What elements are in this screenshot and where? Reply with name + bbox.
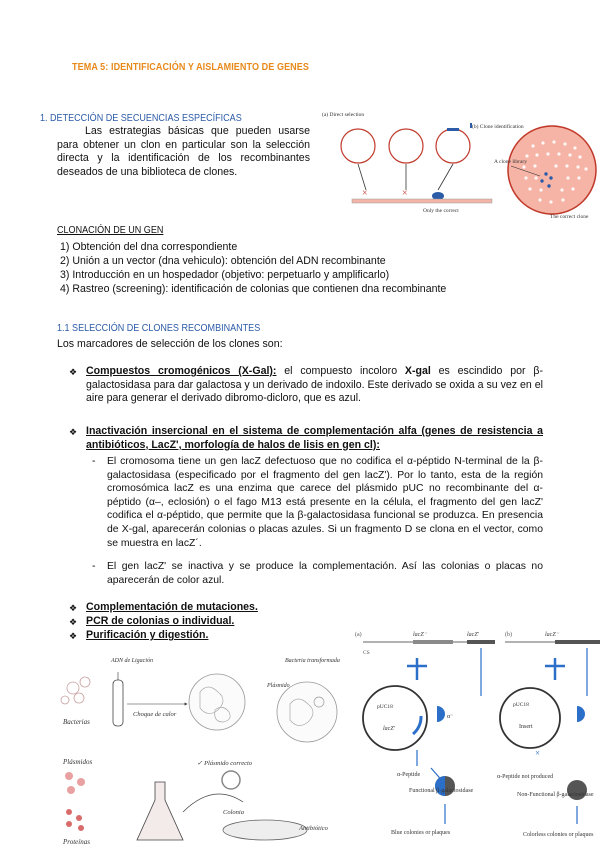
blue-colonies-label: Blue colonies or plaques	[391, 830, 451, 836]
bullet-insertional-title: Inactivación insercional en el sistema de complementación alfa (genes de resistencia a antibióticos, LacZ', morfología de halos de lisis en gen cl):	[86, 425, 543, 451]
plasmido-label: Plásmido	[267, 683, 290, 689]
bacterias-label: Bacterias	[63, 718, 90, 726]
cloning-step-3: 3) Introducción en un hospedador (objetivo: perpetuarlo y amplificarlo)	[60, 269, 390, 281]
bullet-pcr: PCR de colonias o individual.	[86, 615, 235, 627]
bullet-chromogenic-text-a: el compuesto incoloro	[276, 365, 405, 377]
alpha-label-a: α⁻	[447, 714, 454, 720]
diamond-bullet-icon: ❖	[69, 631, 78, 641]
bullet-chromogenic-bold: X-gal	[404, 365, 431, 377]
transformation-figure	[55, 652, 355, 848]
cloning-heading: CLONACIÓN DE UN GEN	[57, 224, 164, 236]
adn-label: ADN de Ligación	[111, 658, 153, 664]
bullet-complementation: Complementación de mutaciones.	[86, 601, 258, 613]
lacz-minus-label-a: lacZ⁻	[413, 632, 427, 638]
plasmidos-label: Plásmidos	[63, 758, 93, 766]
x-mark-icon: ×	[362, 188, 368, 199]
cloning-step-2: 2) Unión a un vector (dna vehiculo): obtención del ADN recombinante	[60, 255, 386, 267]
puc-plasmid-a	[363, 686, 427, 750]
page-title: TEMA 5: IDENTIFICACIÓN Y AISLAMIENTO DE GENES	[72, 61, 310, 73]
flask	[137, 782, 183, 840]
diamond-bullet-icon: ❖	[69, 367, 78, 377]
bullet-chromogenic-text-b: es escindido por β-galactosidasa para dar galactosa y un derivado de indoxilo. Este derivado se oxida a su vez en el aire para generar el derivado dibromo-dicloro, que es azul.	[86, 365, 543, 405]
puc-label-a: pUC18	[377, 704, 393, 710]
agar-plate	[352, 199, 492, 203]
diamond-bullet-icon: ❖	[69, 617, 78, 627]
clone-library-label: A clone library	[494, 159, 527, 165]
lacz-figure	[355, 628, 600, 848]
test-tube	[113, 680, 123, 726]
agar-dish	[223, 820, 307, 840]
alpha-protein-b	[577, 706, 585, 722]
bacteria-cell	[189, 674, 245, 730]
panel-b-label: (b)	[505, 632, 512, 638]
dash-bullet: -	[92, 560, 96, 572]
functional-label: Functional β-galactosidase	[409, 788, 474, 794]
x-mark-icon: ×	[402, 188, 408, 199]
lacz-inside-label: lacZ'	[383, 726, 395, 732]
plasmid-circle-2	[389, 129, 423, 163]
section-1-1-intro: Los marcadores de selección de los clones son:	[57, 338, 283, 350]
fig-label-b: (b) Clone identification	[472, 124, 524, 130]
bullet-chromogenic	[86, 365, 543, 406]
x-mark-icon: ×	[535, 748, 541, 758]
bullet-insertional-dash-1: El cromosoma tiene un gen lacZ defectuoso que no codifica el α-péptido N-terminal de la β-galactosidasa (especificado por el fragmento del gen lacZ'). Por lo tanto, esta de la región cromosómica lacZ es una enzima que carece del plásmido pUC no recombinante del α-péptido (α–, eclosión) o el fago M13 está presente en la célula, el fragmento del gen lacZ' codifica el α-péptido, que permite que la β-galactosidasa funcional se produzca. En presencia de X-gal, aparecerán colonias o placas azules. Si un fragmento D se clona en el vector, como se muestra en lacZ´.	[107, 456, 543, 549]
panel-a-label: (a)	[355, 632, 362, 638]
choque-label: Choque de calor	[133, 711, 177, 718]
only-correct-label: Only the correct	[423, 208, 459, 214]
diamond-bullet-icon: ❖	[69, 427, 78, 437]
diamond-bullet-icon: ❖	[69, 603, 78, 613]
antibiotico-label: Antibiótico	[299, 825, 328, 832]
transformed-bacteria-cell	[277, 682, 337, 742]
fig-label-a: (a) Direct selection	[322, 112, 365, 118]
alpha-peptide-label: α-Peptide	[397, 772, 421, 778]
insert-label: Insert	[519, 724, 533, 730]
selection-figure	[318, 108, 600, 220]
bacteria-transformada-label: Bacteria transformada	[285, 658, 340, 664]
colorless-colonies-label: Colorless colonies or plaques	[523, 832, 594, 838]
plasmid-circle-3	[436, 129, 470, 163]
cs-label: CS	[363, 650, 370, 656]
alpha-peptide-not-label: α-Peptide not produced	[497, 774, 554, 780]
section-1-heading: 1. DETECCIÓN DE SECUENCIAS ESPECÍFICAS	[40, 112, 242, 124]
puc-label-b: pUC18	[513, 702, 529, 708]
nonfunctional-label: Non-Functional β-galactosidase	[517, 792, 594, 798]
bullet-purification: Purificación y digestión.	[86, 629, 209, 641]
alpha-protein-a	[437, 706, 445, 722]
colonia-label: Colonia	[223, 809, 244, 816]
plasmido-correcto-label: ✓ Plásmido correcto	[197, 760, 253, 767]
dash-bullet: -	[92, 455, 96, 467]
section-1-1-heading: 1.1 SELECCIÓN DE CLONES RECOMBINANTES	[57, 322, 261, 334]
section-1-paragraph: Las estrategias básicas que pueden usarse para obtener un clon en particular son la selección directa y la identificación de los recombinantes deseados de una biblioteca de clones.	[57, 125, 310, 178]
plasmid-circle-1	[341, 129, 375, 163]
lacz-minus-label-b: lacZ⁻	[545, 632, 559, 638]
lacz-prime-label-a: lacZ'	[467, 632, 479, 638]
cloning-step-1: 1) Obtención del dna correspondiente	[60, 241, 238, 253]
proteinas-label: Proteínas	[63, 838, 90, 846]
bullet-insertional-dash-2: El gen lacZ' se inactiva y se produce la complementación. Así las colonias o placas no aparecerán de color azul.	[107, 561, 543, 586]
bullet-chromogenic-title: Compuestos cromogénicos (X-Gal):	[86, 365, 277, 377]
correct-clone-label: The correct clone	[550, 214, 589, 220]
cloning-step-4: 4) Rastreo (screening): identificación de colonias que contienen dna recombinante	[60, 283, 447, 295]
puc-plasmid-b	[500, 688, 560, 748]
